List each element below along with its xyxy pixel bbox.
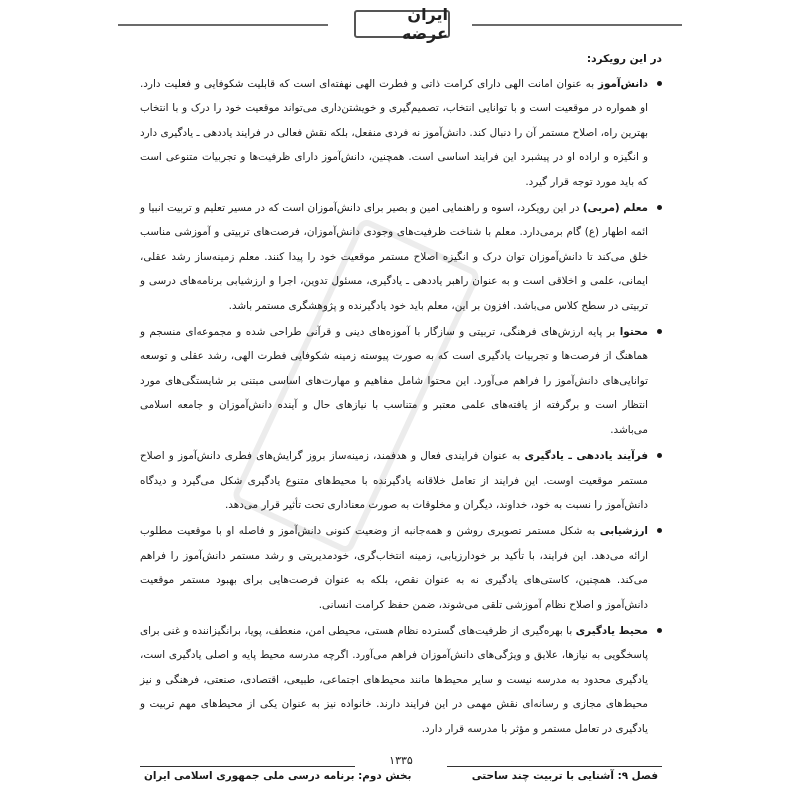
item-text: به شکل مستمر تصویری روشن و همه‌جانبه از وضعیت کنونی دانش‌آموز و فاصله او با موقعیت مطلوب ارائه می‌دهد. این فرایند، با تأکید بر خودارزیابی، زمینه انتخاب‌گری، خودمدیریتی و رشد مستمر دانش‌آموز را فراهم می‌کند. همچنین، کاستی‌های یادگیری نه به عنوان نقص، بلکه به عنوان فرصت‌هایی برای بهبود مستمر موقعیت دانش‌آموز و اصلاح نظام آموزشی تلقی می‌شوند، ضمن حفظ کرامت انسانی. [140,525,648,611]
footer-rule-left [140,766,355,767]
item-term: محتوا [619,326,648,339]
bullet-icon [657,205,662,210]
bullet-icon [657,329,662,334]
section-title: بخش دوم: برنامه درسی ملی جمهوری اسلامی ایران [144,770,412,782]
item-text: به عنوان امانت الهی دارای کرامت ذاتی و فطرت الهی نهفته‌ای است که قابلیت شکوفایی و فعلیت دارد. او همواره در موقعیت است و با توانایی انتخاب، تصمیم‌گیری و خویشتن‌داری می‌تواند موقعیت خود را درک و با انتخاب بهترین راه، اصلاح مستمر آن را دنبال کند. دانش‌آموز نه فردی منفعل، بلکه نقش فعالی در فرایند یاددهی ـ یادگیری دارد و انگیزه و اراده او در پیشبرد این فرایند اساسی است. همچنین، دانش‌آموز دارای ظرفیت‌ها و تجربیات متنوعی است که باید مورد توجه قرار گیرد. [140,78,648,188]
item-term: معلم (مربی) [582,202,648,215]
item-text: در این رویکرد، اسوه و راهنمایی امین و بصیر برای دانش‌آموزان است که در مسیر تعلیم و تربیت انبیا و ائمه اطهار (ع) گام برمی‌دارد. معلم با شناخت ظرفیت‌های وجودی دانش‌آموزان، فرصت‌های تربیتی و آموزشی مناسب خلق می‌کند تا دانش‌آموزان توان درک و انگیزه اصلاح مستمر موقعیت خود را پیدا کنند. معلم زمینه‌ساز رشد عقلی، ایمانی، علمی و اخلاقی است و به عنوان راهبر یاددهی ـ یادگیری، مسئول تدوین، اجرا و ارزشیابی برنامه‌های درسی و تربیتی در سطح کلاس می‌باشد. افزون بر این، معلم باید خود یادگیرنده و پژوهشگری مستمر باشد. [140,202,648,312]
page-footer [140,752,662,792]
chapter-title: فصل ۹: آشنایی با تربیت چند ساحتی [471,770,658,782]
list-item [140,320,662,442]
publisher-logo-text: ایران عرضه [401,5,448,43]
header-rule-right [472,24,682,26]
intro-heading: در این رویکرد: [586,53,662,65]
item-text: بر پایه ارزش‌های فرهنگی، تربیتی و سازگار با آموزه‌های دینی و قرآنی طراحی شده و مجموعه‌ای منسجم و هماهنگ از فرصت‌ها و تجربیات یادگیری است که به صورت پیوسته زمینه شکوفایی فطرت الهی، رشد عقلی و توسعه توانایی‌های دانش‌آموز را فراهم می‌آورد. این محتوا شامل مفاهیم و مهارت‌های اساسی مبتنی بر شایستگی‌های مورد انتظار است و برگرفته از یافته‌های علمی معتبر و متناسب با نیازهای حال و آینده دانش‌آموزان و جامعه اسلامی می‌باشد. [140,326,648,436]
item-term: دانش‌آموز [598,78,648,90]
item-text: با بهره‌گیری از ظرفیت‌های گسترده نظام هستی، محیطی امن، منعطف، پویا، برانگیزاننده و غنی برای پاسخگویی به نیازها، علایق و ویژگی‌های دانش‌آموزان فراهم می‌آورد. اگرچه مدرسه محیط پایه و اصلی یادگیری است، یادگیری محدود به مدرسه نیست و سایر محیط‌ها مانند محیط‌های اجتماعی، طبیعی، اقتصادی، صنعتی، فرهنگی و نیز محیط‌های مجازی و رسانه‌ای نقش مهمی در این فرایند دارند. خانواده نیز به عنوان یکی از محیط‌های مهم تربیت و یادگیری در تعامل مستمر و مؤثر با مدرسه قرار دارد. [140,624,648,735]
bullet-icon [657,453,662,458]
publisher-logo [354,5,450,43]
document-body [140,46,662,743]
item-term: ارزشیابی [599,525,648,538]
bullet-icon [657,528,662,533]
bullet-list [140,72,662,741]
header-rule-left [118,24,328,26]
list-item [140,619,662,741]
page-number: ۱۳۳۵ [389,754,413,767]
item-term: فرآیند یاددهی ـ یادگیری [524,450,649,463]
list-item [140,196,662,318]
list-item [140,519,662,617]
item-text: به عنوان فرایندی فعال و هدفمند، زمینه‌ساز بروز گرایش‌های فطری دانش‌آموز و اصلاح مستمر موقعیت اوست. این فرایند از تعامل خلاقانه یادگیرنده با محیط‌های متنوع یادگیری شکل می‌گیرد و دیدگاه دانش‌آموز را نسبت به خود، خداوند، دیگران و مخلوقات به صورت معناداری تحت تأثیر قرار می‌دهد. [140,450,648,511]
footer-rule-right [447,766,662,767]
bullet-icon [657,81,662,86]
header-logo-bar [118,5,682,43]
list-item [140,72,662,194]
bullet-icon [657,628,662,633]
item-term: محیط یادگیری [575,624,648,637]
list-item [140,444,662,517]
